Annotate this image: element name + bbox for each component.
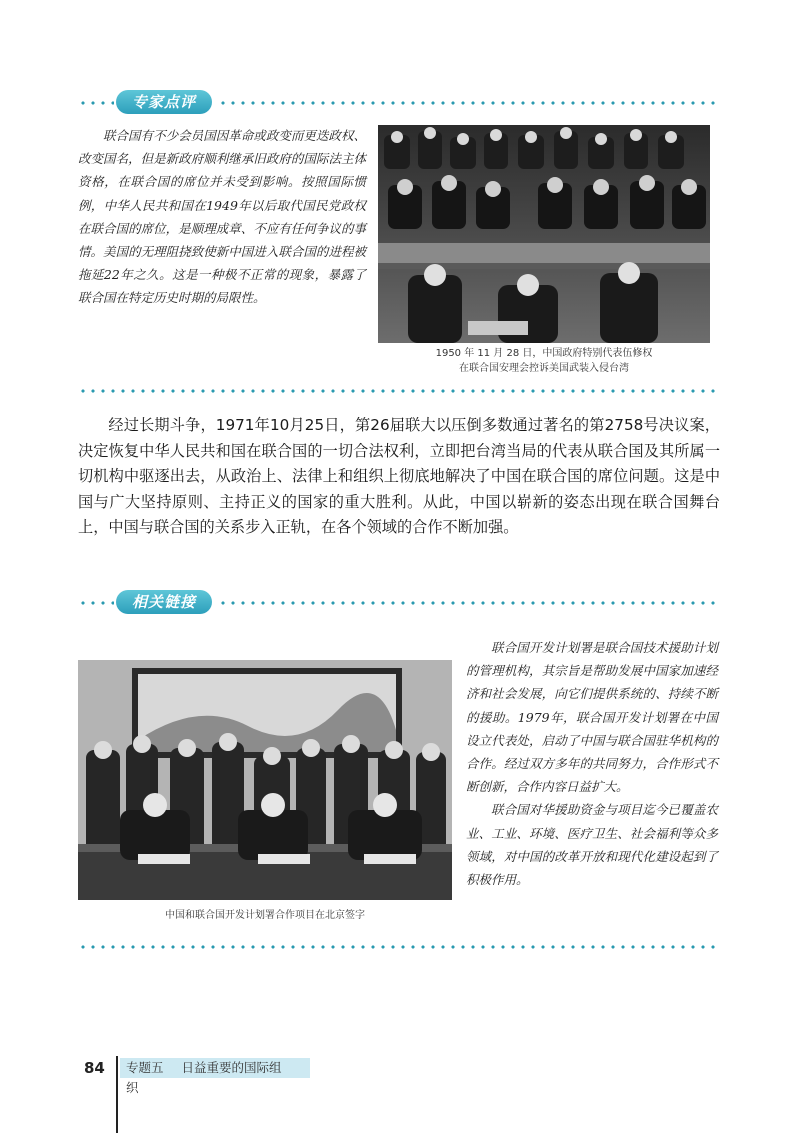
- dotted-divider: [78, 101, 114, 105]
- caption-line: 在联合国安理会控诉美国武装入侵台湾: [459, 363, 629, 374]
- footer-unit-title: 日益重要的国际组织: [126, 1060, 282, 1095]
- expert-photo-caption: [378, 346, 710, 376]
- dotted-divider: [78, 389, 718, 393]
- related-paragraph-2: 联合国对华援助资金与项目迄今已覆盖农业、工业、环境、医疗卫生、社会福利等众多领域，对中国的改革开放和现代化建设起到了积极作用。: [466, 802, 718, 888]
- undp-signing-photo: [78, 660, 452, 900]
- dotted-divider: [78, 601, 114, 605]
- expert-section-label: 专家点评: [116, 90, 212, 114]
- expert-paragraph: 联合国有不少会员国因革命或政变而更迭政权、改变国名，但是新政府顺利继承旧政府的国际法主体资格，在联合国的席位并未受到影响。按照国际惯例，中华人民共和国在1949年以后取代国民党政权在联合国的席位，是顺理成章、不应有任何争议的事情。美国的无理阻挠致使新中国进入联合国的进程被拖延22年之久。这是一种极不正常的现象，暴露了联合国在特定历史时期的局限性。: [78, 128, 366, 306]
- related-photo-caption: 中国和联合国开发计划署合作项目在北京签字: [165, 910, 365, 921]
- un-security-council-photo: [378, 125, 710, 343]
- dotted-divider: [218, 101, 718, 105]
- page-number: 84: [84, 1059, 105, 1077]
- dotted-divider: [78, 945, 718, 949]
- photo-illustration: [78, 660, 452, 900]
- related-section-label: 相关链接: [116, 590, 212, 614]
- footer-unit: 专题五: [126, 1060, 164, 1075]
- caption-line: 1950 年 11 月 28 日，中国政府特别代表伍修权: [435, 348, 653, 359]
- photo-illustration: [378, 125, 710, 343]
- footer-unit-band: [120, 1058, 310, 1095]
- dotted-divider: [218, 601, 718, 605]
- main-paragraph: 经过长期斗争，1971年10月25日，第26届联大以压倒多数通过著名的第2758号决议案，决定恢复中华人民共和国在联合国的一切合法权利，立即把台湾当局的代表从联合国及其所属一切机构中驱逐出去，从政治上、法律上和组织上彻底地解决了中国在联合国的席位问题。这是中国与广大坚持原则、主持正义的国家的重大胜利。从此，中国以崭新的姿态出现在联合国舞台上，中国与联合国的关系步入正轨，在各个领域的合作不断加强。: [78, 416, 720, 536]
- related-paragraph-1: 联合国开发计划署是联合国技术援助计划的管理机构，其宗旨是帮助发展中国家加速经济和社会发展，向它们提供系统的、持续不断的援助。1979年，联合国开发计划署在中国设立代表处，启动了中国与联合国驻华机构的合作。经过双方多年的共同努力，合作形式不断创新，合作内容日益扩大。: [466, 640, 718, 795]
- related-text: [466, 636, 718, 891]
- footer-divider: [116, 1056, 118, 1133]
- expert-section-header: [78, 90, 718, 114]
- expert-commentary: [78, 124, 366, 310]
- related-section-header: [78, 590, 718, 614]
